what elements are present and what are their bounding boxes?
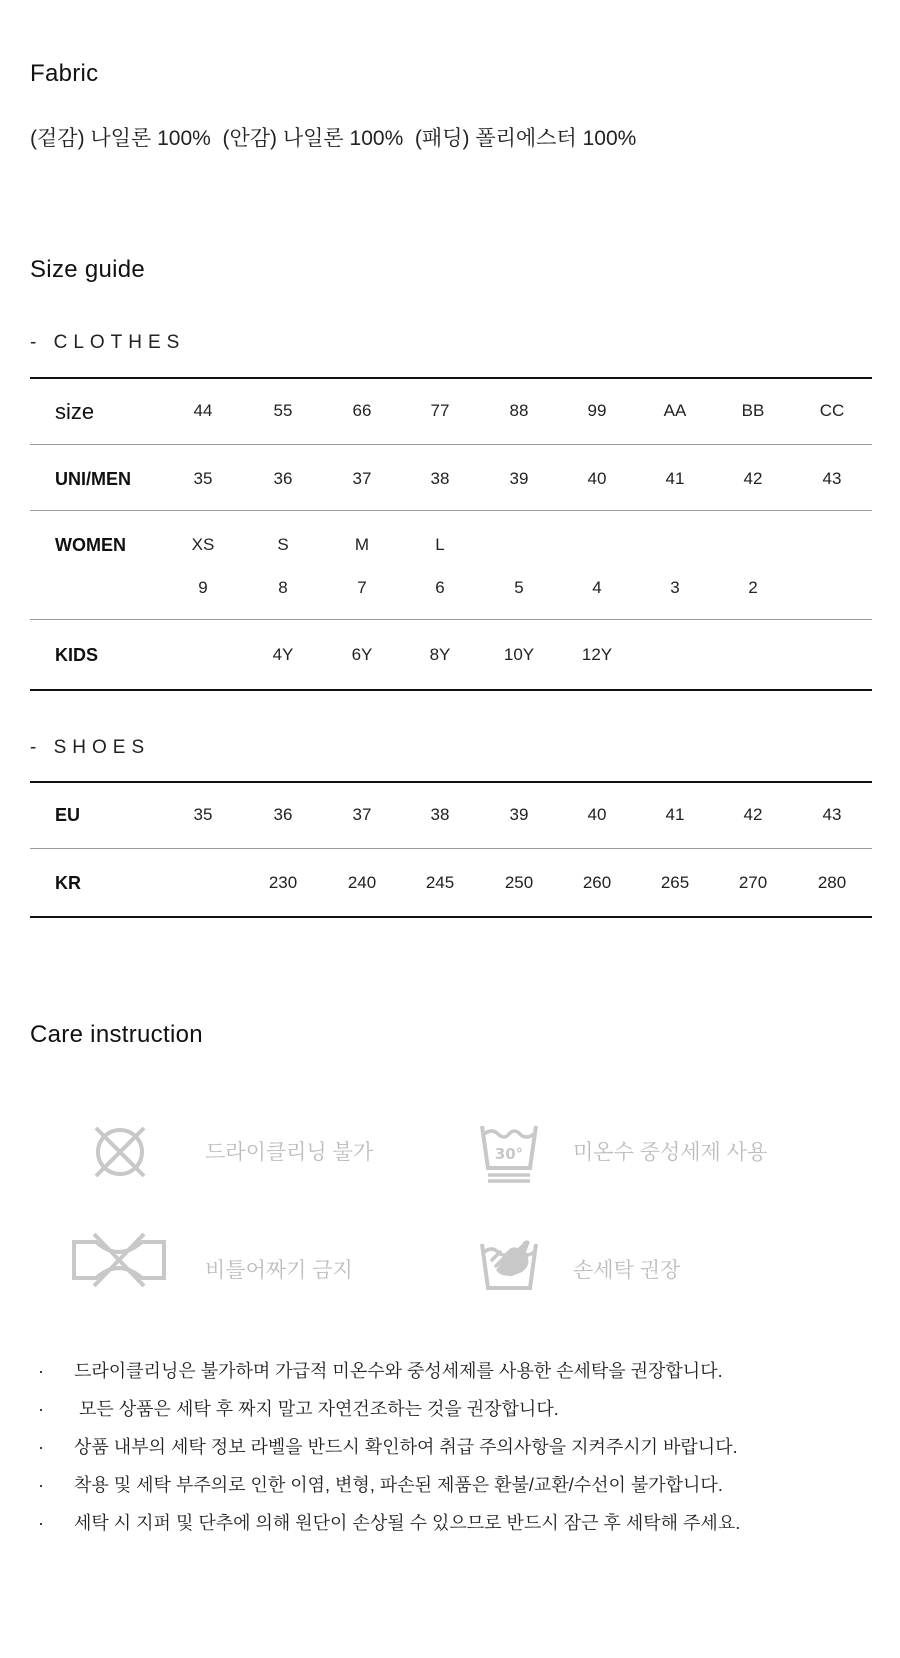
- table-cell: 43: [822, 805, 842, 824]
- table-cell: 41: [665, 805, 685, 824]
- no-wring-icon: [70, 1232, 168, 1288]
- table-cell: 230: [268, 873, 298, 892]
- table-cell: L: [435, 535, 445, 554]
- table-top-rule: [30, 781, 872, 783]
- table-cell: BB: [741, 401, 765, 420]
- table-cell: 6Y: [351, 645, 373, 664]
- table-cell: 39: [509, 805, 529, 824]
- row-divider: [30, 444, 872, 445]
- table-cell: 250: [504, 873, 534, 892]
- table-cell: 12Y: [581, 645, 613, 664]
- table-cell: 55: [273, 401, 293, 420]
- table-cell: 36: [273, 469, 293, 488]
- table-cell: 240: [347, 873, 377, 892]
- table-cell: 245: [425, 873, 455, 892]
- table-cell: 8: [278, 578, 288, 597]
- table-cell: 3: [670, 578, 680, 597]
- clothes-size-table: [30, 377, 872, 693]
- table-cell: 43: [822, 469, 842, 488]
- table-cell: 42: [743, 469, 763, 488]
- row-label-women: WOMEN: [55, 535, 126, 555]
- care-label-hand-wash: 손세탁 권장: [573, 1259, 681, 1282]
- care-note: [38, 1471, 723, 1497]
- table-cell: 36: [273, 805, 293, 824]
- row-label-size: size: [55, 399, 95, 424]
- table-cell: 10Y: [503, 645, 535, 664]
- clothes-section-label: - CLOTHES: [30, 332, 186, 353]
- table-cell: 77: [430, 401, 450, 420]
- care-note-text: 착용 및 세탁 부주의로 인한 이염, 변형, 파손된 제품은 환불/교환/수선이 불가합니다.: [74, 1475, 723, 1495]
- table-cell: M: [354, 535, 370, 554]
- care-label-no-wring: 비틀어짜기 금지: [205, 1259, 353, 1282]
- table-cell: 38: [430, 805, 450, 824]
- row-divider: [30, 510, 872, 511]
- row-label-kids: KIDS: [55, 645, 99, 665]
- table-cell: 40: [587, 469, 607, 488]
- wash-temp-text: 30°: [494, 1145, 524, 1163]
- women-row: [30, 535, 872, 605]
- care-note: [38, 1509, 740, 1535]
- table-cell: 99: [587, 401, 607, 420]
- row-divider: [30, 848, 872, 849]
- shoes-section-label: - SHOES: [30, 737, 151, 758]
- care-label-no-dry-clean: 드라이클리닝 불가: [205, 1141, 374, 1164]
- kids-row: [30, 645, 872, 667]
- eu-row: [30, 805, 872, 827]
- table-cell: 4: [592, 578, 602, 597]
- bullet-dot: ·: [38, 1399, 44, 1419]
- table-cell: 7: [357, 578, 367, 597]
- table-cell: 41: [665, 469, 685, 488]
- table-cell: 8Y: [429, 645, 451, 664]
- row-label-uni-men: UNI/MEN: [55, 469, 131, 489]
- table-cell: 35: [193, 469, 213, 488]
- uni-men-row: [30, 469, 872, 491]
- table-cell: 5: [514, 578, 524, 597]
- table-cell: CC: [819, 401, 845, 420]
- table-cell: 265: [660, 873, 690, 892]
- care-note-text: 세탁 시 지퍼 및 단추에 의해 원단이 손상될 수 있으므로 반드시 잠근 후 세탁해 주세요.: [74, 1513, 741, 1533]
- table-cell: 9: [198, 578, 208, 597]
- care-note: [38, 1357, 723, 1383]
- table-cell: 88: [509, 401, 529, 420]
- table-cell: 4Y: [272, 645, 294, 664]
- row-label-kr: KR: [55, 873, 81, 893]
- no-dry-clean-icon: [90, 1122, 150, 1182]
- care-label-wash-30: 미온수 중성세제 사용: [573, 1141, 768, 1164]
- table-cell: 280: [817, 873, 847, 892]
- table-cell: 39: [509, 469, 529, 488]
- bullet-dot: ·: [38, 1361, 44, 1381]
- size-row: [30, 401, 872, 423]
- table-cell: 37: [352, 805, 372, 824]
- table-top-rule: [30, 377, 872, 379]
- bullet-dot: ·: [38, 1475, 44, 1495]
- table-cell: AA: [663, 401, 687, 420]
- table-cell: 260: [582, 873, 612, 892]
- kr-row: [30, 873, 872, 895]
- table-cell: 66: [352, 401, 372, 420]
- bullet-dot: ·: [38, 1513, 44, 1533]
- row-divider: [30, 619, 872, 620]
- care-note: [38, 1395, 559, 1421]
- care-note: [38, 1433, 738, 1459]
- table-cell: 6: [435, 578, 445, 597]
- table-cell: 37: [352, 469, 372, 488]
- fabric-title: Fabric: [30, 60, 99, 87]
- care-note-text: 모든 상품은 세탁 후 짜지 말고 자연건조하는 것을 권장합니다.: [74, 1399, 559, 1419]
- bullet-dot: ·: [38, 1437, 44, 1457]
- table-cell: 35: [193, 805, 213, 824]
- hand-wash-icon: [478, 1230, 540, 1292]
- shoes-size-table: [30, 781, 872, 921]
- table-bottom-rule: [30, 916, 872, 918]
- wash-30-icon: [478, 1120, 540, 1184]
- care-instruction-title: Care instruction: [30, 1021, 203, 1048]
- table-bottom-rule: [30, 689, 872, 691]
- table-cell: 42: [743, 805, 763, 824]
- care-note-text: 상품 내부의 세탁 정보 라벨을 반드시 확인하여 취급 주의사항을 지켜주시기 바랍니다.: [74, 1437, 738, 1457]
- table-cell: XS: [191, 535, 215, 554]
- table-cell: 270: [738, 873, 768, 892]
- table-cell: 44: [193, 401, 213, 420]
- size-guide-title: Size guide: [30, 256, 146, 283]
- fabric-composition: (겉감) 나일론 100% (안감) 나일론 100% (패딩) 폴리에스터 100%: [30, 127, 637, 150]
- row-label-eu: EU: [55, 805, 81, 825]
- table-cell: 40: [587, 805, 607, 824]
- care-note-text: 드라이클리닝은 불가하며 가급적 미온수와 중성세제를 사용한 손세탁을 권장합니다.: [74, 1361, 723, 1381]
- table-cell: 2: [748, 578, 758, 597]
- table-cell: S: [277, 535, 289, 554]
- table-cell: 38: [430, 469, 450, 488]
